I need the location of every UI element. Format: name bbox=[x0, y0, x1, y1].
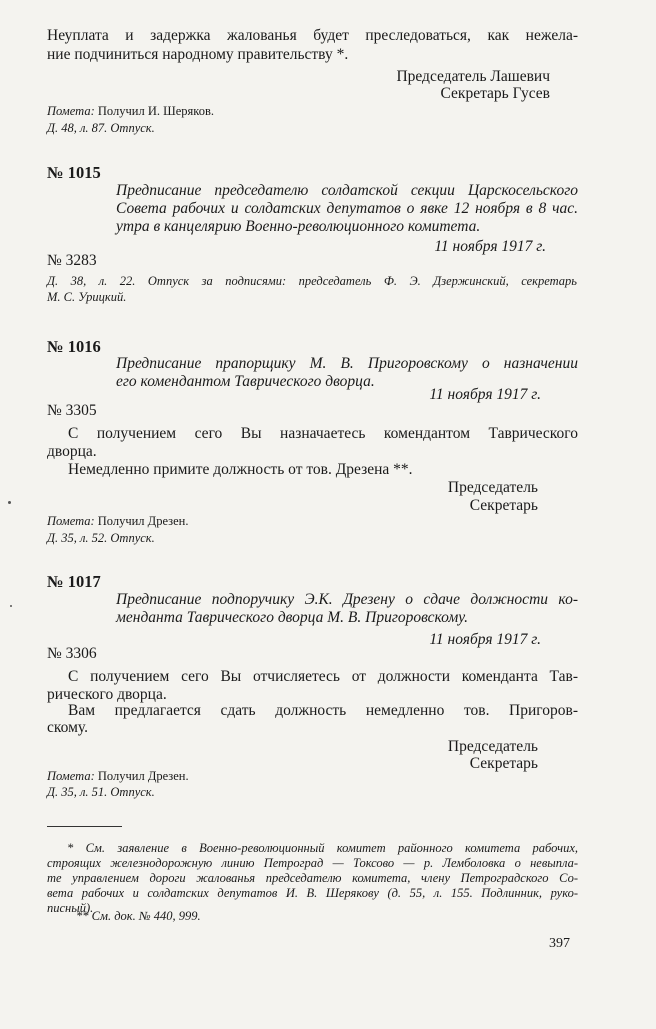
doc-1015-date: 11 ноября 1917 г. bbox=[434, 238, 546, 255]
doc-1017-body-line-4: скому. bbox=[47, 719, 88, 736]
scan-speck bbox=[8, 501, 11, 504]
footnote-1-line-5: писный). bbox=[47, 901, 94, 915]
note-label: Пометa: bbox=[47, 514, 95, 528]
doc-1017-body-line-3: Вам предлагается сдать должность немедленно тов. Пригоров- bbox=[68, 702, 578, 719]
doc-1016-note bbox=[47, 513, 188, 529]
doc-1016-title-line-2: его комендантом Таврического дворца. bbox=[116, 373, 375, 390]
footnote-1-line-4: вета рабочих и солдатских депутатов И. В. Шерякову (д. 55, л. 155. Подлинник, руко- bbox=[47, 886, 578, 900]
footnote-1-line-2: строящих железнодорожную линию Петроград — Токсово — р. Лемболовка о невыпла- bbox=[47, 856, 578, 870]
footnote-2: ** См. док. № 440, 999. bbox=[76, 909, 201, 923]
doc-1015-title-line-3: утра в канцелярию Военно-революционного комитета. bbox=[116, 218, 481, 235]
note-text: Получил Дрезен. bbox=[97, 769, 189, 783]
doc-1016-body-line-2: дворца. bbox=[47, 443, 97, 460]
doc-1017-ref-number: № 3306 bbox=[47, 645, 97, 662]
top-secretary-signature: Секретарь Гусев bbox=[440, 85, 550, 102]
footnote-1-line-3: те управлением дороги жалованья председателю комитета, члену Петроградского Со- bbox=[47, 871, 578, 885]
doc-1016-number: № 1016 bbox=[47, 337, 101, 356]
doc-1016-secretary-signature: Секретарь bbox=[469, 497, 538, 514]
top-text-line-1: Неуплата и задержка жалованья будет преследоваться, как нежела- bbox=[47, 27, 578, 44]
doc-1017-chairman-signature: Председатель bbox=[447, 738, 538, 755]
doc-1015-archive-line-2: М. С. Урицкий. bbox=[47, 290, 127, 304]
doc-1015-title-line-1: Предписание председателю солдатской секции Царскосельского bbox=[116, 182, 578, 199]
doc-1016-chairman-signature: Председатель bbox=[447, 479, 538, 496]
note-text: Получил Дрезен. bbox=[97, 514, 189, 528]
note-label: Помета: bbox=[47, 769, 95, 783]
doc-1016-ref-number: № 3305 bbox=[47, 402, 97, 419]
note-label: Помета: bbox=[47, 104, 95, 118]
doc-1017-number: № 1017 bbox=[47, 572, 101, 591]
doc-1016-body-line-1: С получением сего Вы назначаетесь комендантом Таврического bbox=[68, 425, 578, 442]
doc-1017-date: 11 ноября 1917 г. bbox=[429, 631, 541, 648]
footnote-divider bbox=[47, 826, 122, 827]
doc-1017-body-line-1: С получением сего Вы отчисляетесь от должности коменданта Тав- bbox=[68, 668, 578, 685]
footnote-1-line-1: * См. заявление в Военно-революционный комитет районного комитета рабочих, bbox=[67, 841, 578, 855]
doc-1017-body-line-2: рического дворца. bbox=[47, 686, 167, 703]
doc-1015-archive-line-1: Д. 38, л. 22. Отпуск за подписями: председатель Ф. Э. Дзержинский, секретарь bbox=[47, 274, 577, 288]
scan-speck bbox=[10, 605, 12, 607]
doc-1017-archive-ref: Д. 35, л. 51. Отпуск. bbox=[47, 785, 155, 799]
doc-1015-number: № 1015 bbox=[47, 163, 101, 182]
doc-1017-title-line-1: Предписание подпоручику Э.К. Дрезену о сдаче должности ко- bbox=[116, 591, 578, 608]
doc-1016-date: 11 ноября 1917 г. bbox=[429, 386, 541, 403]
page-number: 397 bbox=[549, 936, 570, 951]
doc-1017-note bbox=[47, 768, 189, 784]
doc-1015-title-line-2: Совета рабочих и солдатских депутатов о явке 12 ноября в 8 час. bbox=[116, 200, 578, 217]
top-note bbox=[47, 103, 214, 119]
doc-1017-secretary-signature: Секретарь bbox=[469, 755, 538, 772]
top-chairman-signature: Председатель Лашевич bbox=[396, 68, 550, 85]
doc-1016-body-line-3: Немедленно примите должность от тов. Дрезена **. bbox=[68, 461, 413, 478]
doc-1016-archive-ref: Д. 35, л. 52. Отпуск. bbox=[47, 531, 155, 545]
doc-1017-title-line-2: менданта Таврического дворца М. В. Пригоровскому. bbox=[116, 609, 469, 626]
doc-1016-title-line-1: Предписание прапорщику М. В. Пригоровскому о назначении bbox=[116, 355, 578, 372]
top-archive-ref: Д. 48, л. 87. Отпуск. bbox=[47, 121, 155, 135]
top-text-line-2: ние подчиниться народному правительству *. bbox=[47, 46, 349, 63]
doc-1015-ref-number: № 3283 bbox=[47, 252, 97, 269]
note-text: Получил И. Шеряков. bbox=[97, 104, 214, 118]
